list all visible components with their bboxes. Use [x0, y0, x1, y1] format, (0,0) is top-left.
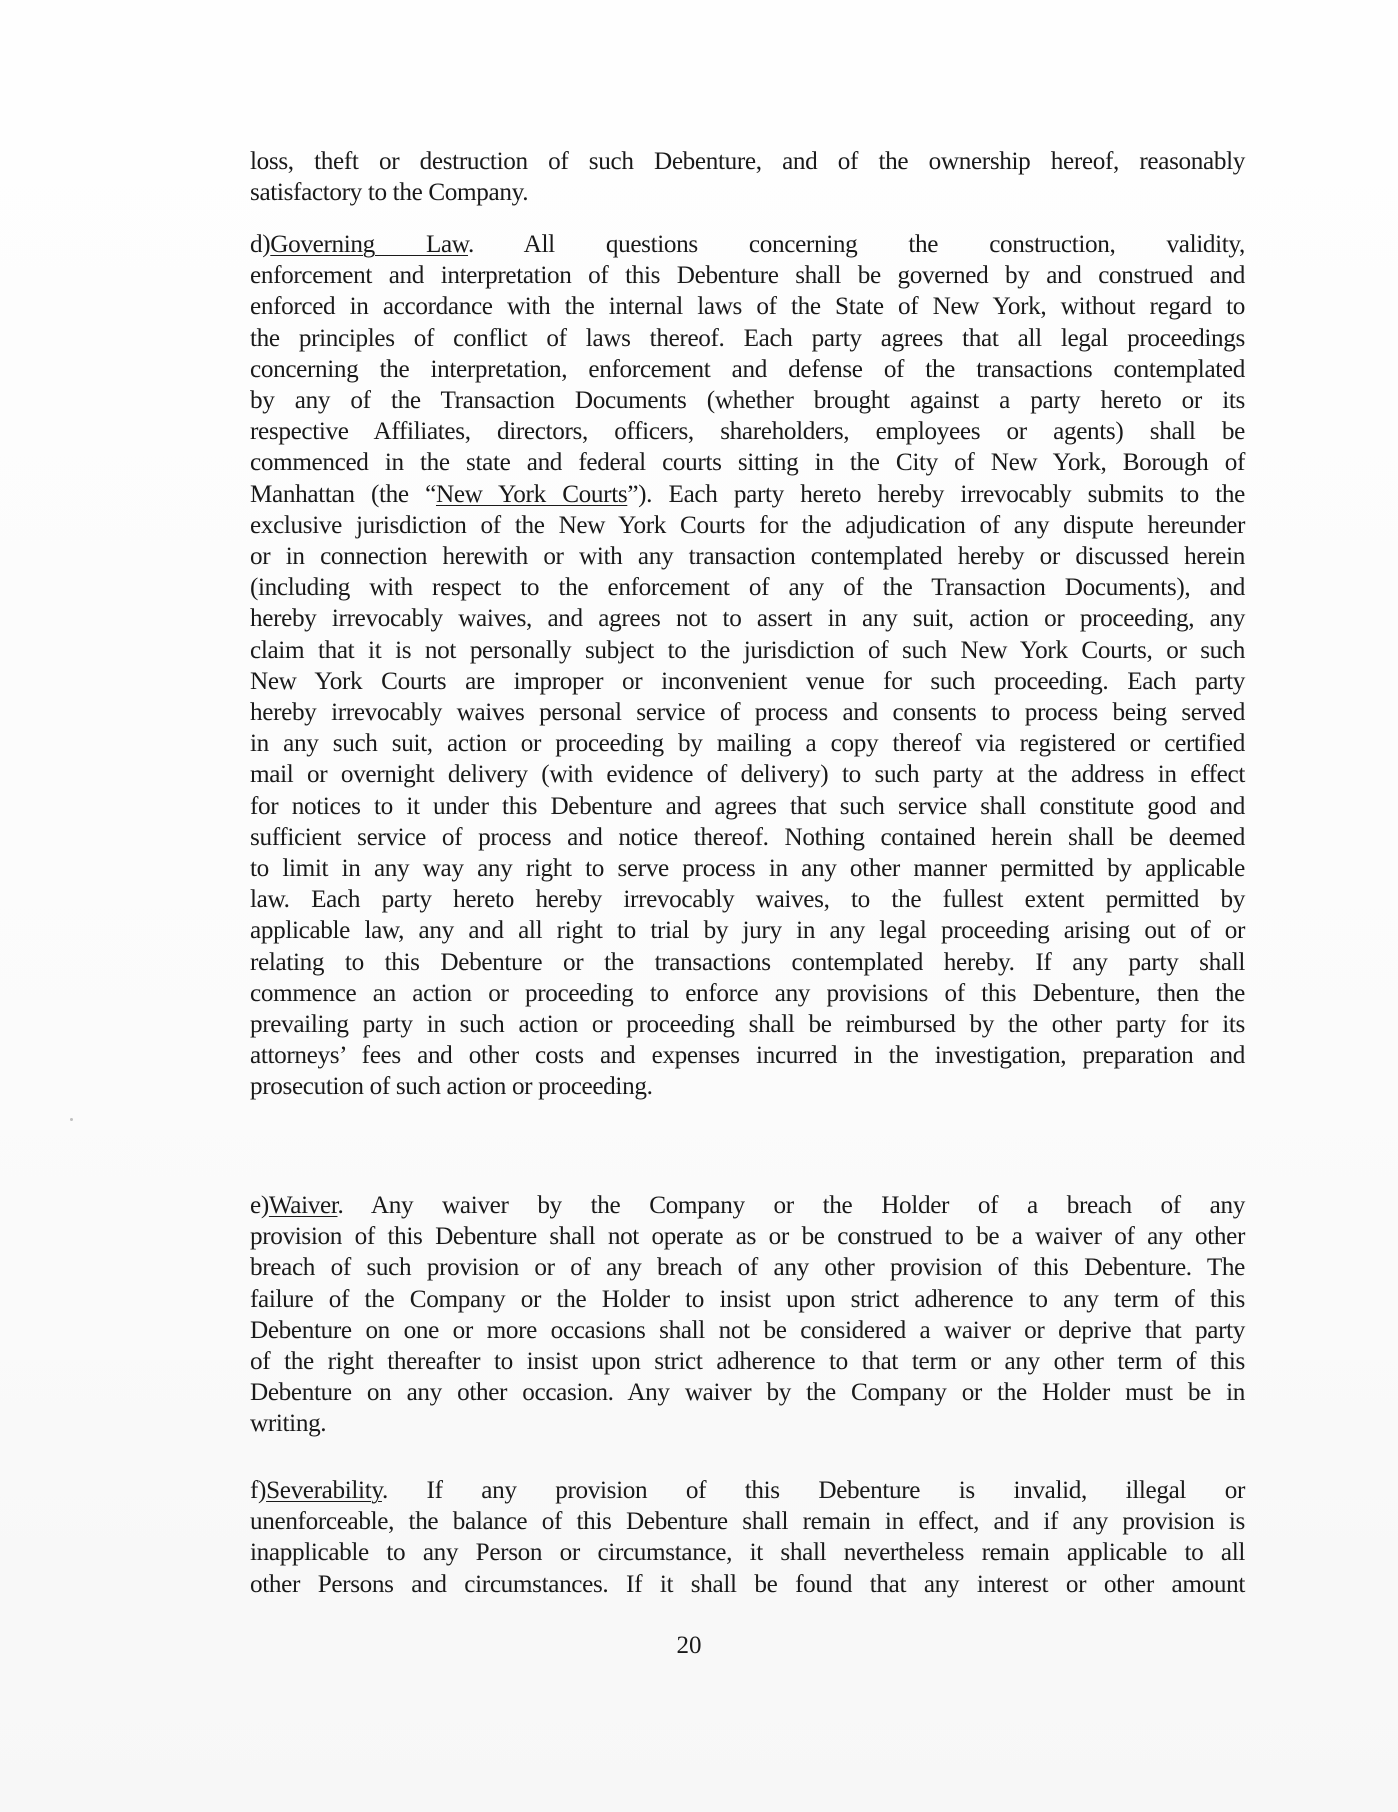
text-line: for notices to it under this Debenture and agrees that such service shall constitute good and [250, 792, 1245, 820]
text-line: relating to this Debenture or the transactions contemplated hereby. If any party shall [250, 948, 1245, 976]
text-line: prevailing party in such action or proceeding shall be reimbursed by the other party for its [250, 1011, 1245, 1039]
text-line: loss, theft or destruction of such Debenture, and of the ownership hereof, reasonably [250, 148, 1245, 175]
text-line: New York Courts are improper or inconvenient venue for such proceeding. Each party [250, 667, 1245, 695]
section-heading: Governing Law [270, 231, 469, 258]
intro-paragraph [250, 146, 1245, 208]
text-line: provision of this Debenture shall not operate as or be construed to be a waiver of any other [250, 1223, 1245, 1251]
section-governing-law [250, 229, 1245, 1103]
page-number: 20 [676, 1632, 702, 1659]
text-line: the principles of conflict of laws thereof. Each party agrees that all legal proceedings [250, 324, 1245, 352]
text-line: prosecution of such action or proceeding. [250, 1073, 653, 1101]
section-label: f) [250, 1477, 267, 1504]
text-line: in any such suit, action or proceeding by mailing a copy thereof via registered or certified [250, 730, 1245, 758]
section-first-line [250, 1190, 1245, 1221]
section-heading: Severability [266, 1477, 382, 1504]
text-line: mail or overnight delivery (with evidence of delivery) to such party at the address in effect [250, 761, 1245, 789]
text-line: Debenture on any other occasion. Any waiver by the Company or the Holder must be in [250, 1379, 1245, 1407]
section-label: e) [250, 1192, 269, 1219]
text-line: enforced in accordance with the internal laws of the State of New York, without regard to [250, 293, 1245, 321]
text-line: hereby irrevocably waives, and agrees not to assert in any suit, action or proceeding, any [250, 605, 1245, 633]
text-line: claim that it is not personally subject to the jurisdiction of such New York Courts, or such [250, 636, 1245, 664]
text-line: Debenture on one or more occasions shall not be considered a waiver or deprive that party [250, 1316, 1245, 1344]
text-line: of the right thereafter to insist upon strict adherence to that term or any other term of this [250, 1348, 1245, 1376]
section-first-line-text: . All questions concerning the construction, validity, [468, 231, 1245, 258]
section-first-line-text: . Any waiver by the Company or the Holder of a breach of any [337, 1192, 1245, 1219]
text-line: commenced in the state and federal courts sitting in the City of New York, Borough of [250, 449, 1245, 477]
section-first-line [250, 229, 1245, 260]
text-line: applicable law, any and all right to trial by jury in any legal proceeding arising out of or [250, 917, 1245, 945]
text-fragment: Manhattan (the “ [250, 480, 436, 508]
text-line: sufficient service of process and notice thereof. Nothing contained herein shall be deemed [250, 823, 1245, 851]
text-line: breach of such provision or of any breach of any other provision of this Debenture. The [250, 1254, 1245, 1282]
text-line: other Persons and circumstances. If it shall be found that any interest or other amount [250, 1570, 1245, 1598]
section-heading: Waiver [268, 1192, 338, 1219]
text-line: inapplicable to any Person or circumstance, it shall nevertheless remain applicable to all [250, 1539, 1245, 1567]
text-line: hereby irrevocably waives personal service of process and consents to process being served [250, 699, 1245, 727]
section-waiver [250, 1190, 1245, 1440]
text-line: by any of the Transaction Documents (whether brought against a party hereto or its [250, 387, 1245, 415]
text-line: satisfactory to the Company. [250, 179, 529, 207]
text-line: enforcement and interpretation of this Debenture shall be governed by and construed and [250, 262, 1245, 290]
text-line: respective Affiliates, directors, officers, shareholders, employees or agents) shall be [250, 418, 1245, 446]
text-fragment: ”). Each party hereto hereby irrevocably submits to the [627, 480, 1246, 508]
text-line: to limit in any way any right to serve process in any other manner permitted by applicable [250, 855, 1245, 883]
text-line: law. Each party hereto hereby irrevocably waives, to the fullest extent permitted by [250, 886, 1245, 914]
text-line: or in connection herewith or with any transaction contemplated hereby or discussed herein [250, 543, 1245, 571]
text-line: unenforceable, the balance of this Debenture shall remain in effect, and if any provision is [250, 1508, 1245, 1536]
text-line: (including with respect to the enforcement of any of the Transaction Documents), and [250, 574, 1245, 602]
text-line: concerning the interpretation, enforcement and defense of the transactions contemplated [250, 355, 1245, 383]
defined-term-new-york-courts: New York Courts [435, 480, 628, 508]
text-line: commence an action or proceeding to enforce any provisions of this Debenture, then the [250, 979, 1245, 1007]
text-line: writing. [250, 1410, 327, 1438]
section-first-line-text: . If any provision of this Debenture is invalid, illegal or [381, 1477, 1245, 1504]
scan-speck [70, 1118, 73, 1121]
section-first-line [250, 1475, 1245, 1506]
manhattan-line [250, 479, 1245, 510]
text-line: failure of the Company or the Holder to insist upon strict adherence to any term of this [250, 1285, 1245, 1313]
text-line: attorneys’ fees and other costs and expenses incurred in the investigation, preparation and [250, 1042, 1245, 1070]
section-label: d) [250, 231, 271, 258]
text-line: exclusive jurisdiction of the New York Courts for the adjudication of any dispute hereunder [250, 511, 1245, 539]
section-severability [250, 1475, 1245, 1600]
